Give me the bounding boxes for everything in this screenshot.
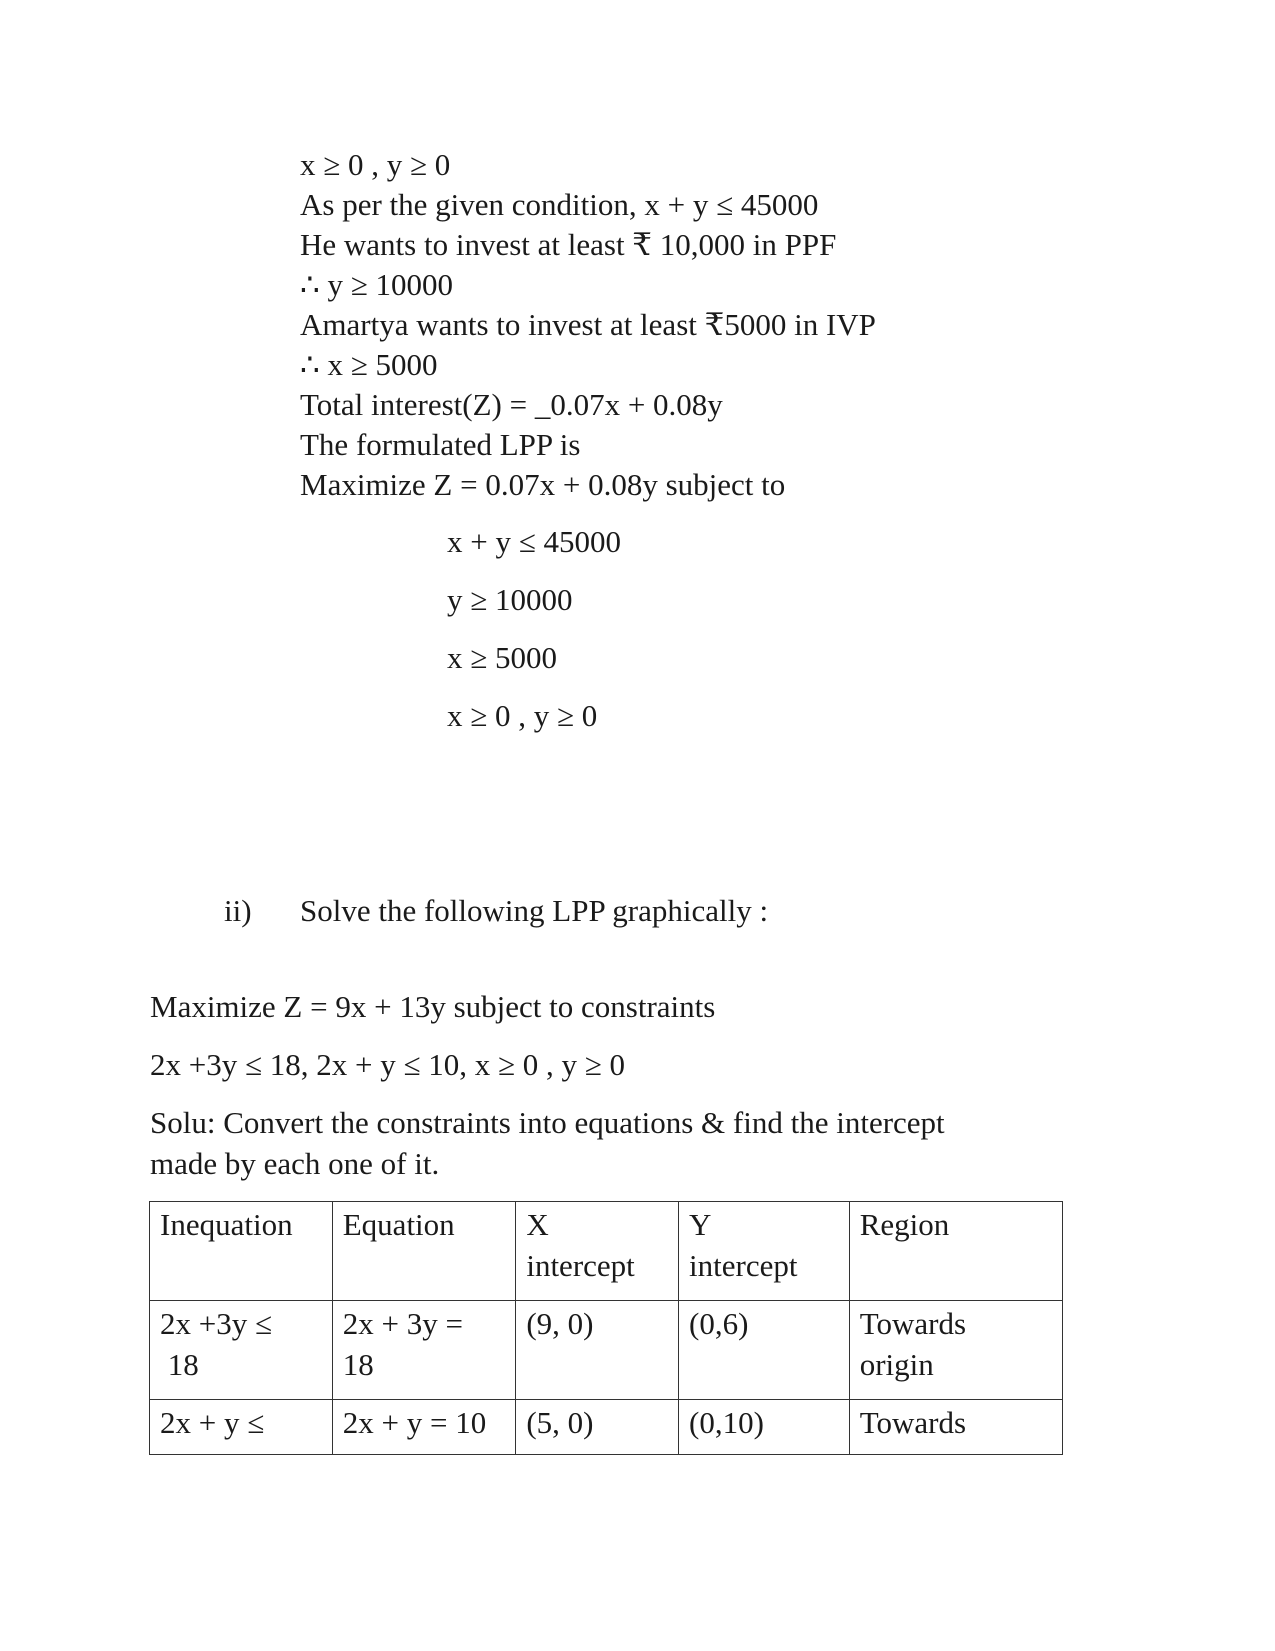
header-cell-inequation <box>150 1202 333 1301</box>
cell-region <box>849 1400 1062 1455</box>
header-text: X <box>526 1207 549 1242</box>
header-cell-y-intercept <box>679 1202 850 1301</box>
header-text: intercept <box>526 1248 635 1283</box>
cell-text: 18 <box>342 1347 374 1382</box>
cell-text: origin <box>859 1347 934 1382</box>
question-heading: Solve the following LPP graphically : <box>300 893 769 928</box>
header-cell-x-intercept <box>516 1202 679 1301</box>
solution-line: made by each one of it. <box>150 1146 440 1181</box>
table-row <box>150 1301 1063 1400</box>
constraint-line: x ≥ 0 , y ≥ 0 <box>447 698 598 733</box>
header-cell-equation <box>332 1202 516 1301</box>
header-text: Inequation <box>160 1207 293 1242</box>
ppf-condition-line: He wants to invest at least ₹ 10,000 in PPF <box>300 227 837 262</box>
cell-text: 18 <box>160 1347 199 1382</box>
cell-text: (5, 0) <box>526 1405 594 1440</box>
constraint-line: x + y ≤ 45000 <box>447 524 621 559</box>
cell-x-intercept <box>516 1301 679 1400</box>
cell-inequation <box>150 1400 333 1455</box>
cell-text: Towards <box>859 1306 967 1341</box>
cell-y-intercept <box>679 1301 850 1400</box>
cell-text: 2x +3y ≤ <box>160 1306 272 1341</box>
cell-text: (9, 0) <box>526 1306 594 1341</box>
cell-text: 2x + y = 10 <box>342 1405 487 1440</box>
cell-region <box>849 1301 1062 1400</box>
total-interest-line: Total interest(Z) = _0.07x + 0.08y <box>300 387 723 422</box>
ivp-inequality-line: ∴ x ≥ 5000 <box>300 347 438 382</box>
objective-line: Maximize Z = 9x + 13y subject to constraints <box>150 989 716 1024</box>
total-investment-line: As per the given condition, x + y ≤ 45000 <box>300 187 819 222</box>
ivp-condition-line: Amartya wants to invest at least ₹5000 in IVP <box>300 307 876 342</box>
table-row <box>150 1400 1063 1455</box>
cell-text: (0,10) <box>689 1405 764 1440</box>
table-header-row <box>150 1202 1063 1301</box>
nonnegativity-line: x ≥ 0 , y ≥ 0 <box>300 147 451 182</box>
cell-y-intercept <box>679 1400 850 1455</box>
ppf-inequality-line: ∴ y ≥ 10000 <box>300 267 453 302</box>
intercept-table <box>149 1201 1063 1455</box>
question-number: ii) <box>224 893 252 928</box>
cell-equation <box>332 1301 516 1400</box>
formulated-lpp-line: The formulated LPP is <box>300 427 581 462</box>
cell-equation <box>332 1400 516 1455</box>
constraints-line: 2x +3y ≤ 18, 2x + y ≤ 10, x ≥ 0 , y ≥ 0 <box>150 1047 626 1082</box>
cell-text: 2x + 3y = <box>342 1306 463 1341</box>
cell-text: 2x + y ≤ <box>160 1405 265 1440</box>
solution-line: Solu: Convert the constraints into equations & find the intercept <box>150 1105 945 1140</box>
header-cell-region <box>849 1202 1062 1301</box>
constraint-line: y ≥ 10000 <box>447 582 573 617</box>
constraint-line: x ≥ 5000 <box>447 640 558 675</box>
cell-inequation <box>150 1301 333 1400</box>
cell-text: (0,6) <box>689 1306 749 1341</box>
cell-x-intercept <box>516 1400 679 1455</box>
header-text: intercept <box>689 1248 798 1283</box>
header-text: Y <box>689 1207 712 1242</box>
header-text: Region <box>859 1207 950 1242</box>
cell-text: Towards <box>859 1405 967 1440</box>
header-text: Equation <box>342 1207 455 1242</box>
maximize-line: Maximize Z = 0.07x + 0.08y subject to <box>300 467 786 502</box>
